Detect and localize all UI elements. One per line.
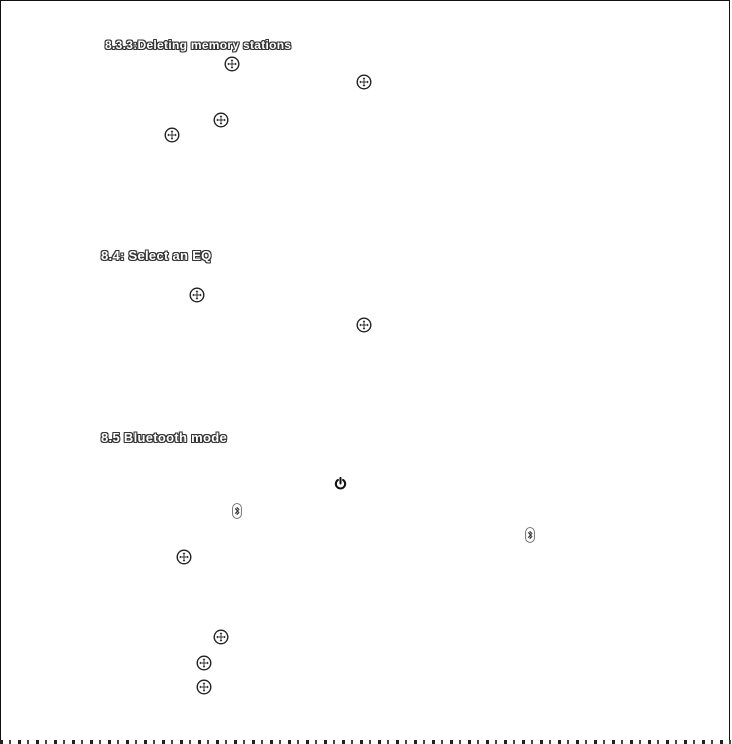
navigation-dial-icon — [189, 287, 205, 303]
navigation-dial-icon — [356, 74, 372, 90]
navigation-dial-icon — [176, 549, 192, 565]
navigation-dial-icon — [196, 655, 212, 671]
navigation-dial-icon — [196, 679, 212, 695]
navigation-dial-icon — [213, 629, 229, 645]
power-icon — [334, 477, 347, 490]
heading-deleting-memory-stations: 8.3.3:Deleting memory stations — [105, 38, 292, 52]
navigation-dial-icon — [213, 112, 229, 128]
bluetooth-icon — [525, 527, 535, 543]
heading-select-eq: 8.4: Select an EQ — [101, 248, 212, 263]
navigation-dial-icon — [224, 56, 240, 72]
page-bottom-edge — [0, 740, 732, 744]
navigation-dial-icon — [356, 317, 372, 333]
navigation-dial-icon — [164, 127, 180, 143]
bluetooth-icon — [232, 503, 242, 519]
heading-bluetooth-mode: 8.5 Bluetooth mode — [101, 430, 228, 445]
